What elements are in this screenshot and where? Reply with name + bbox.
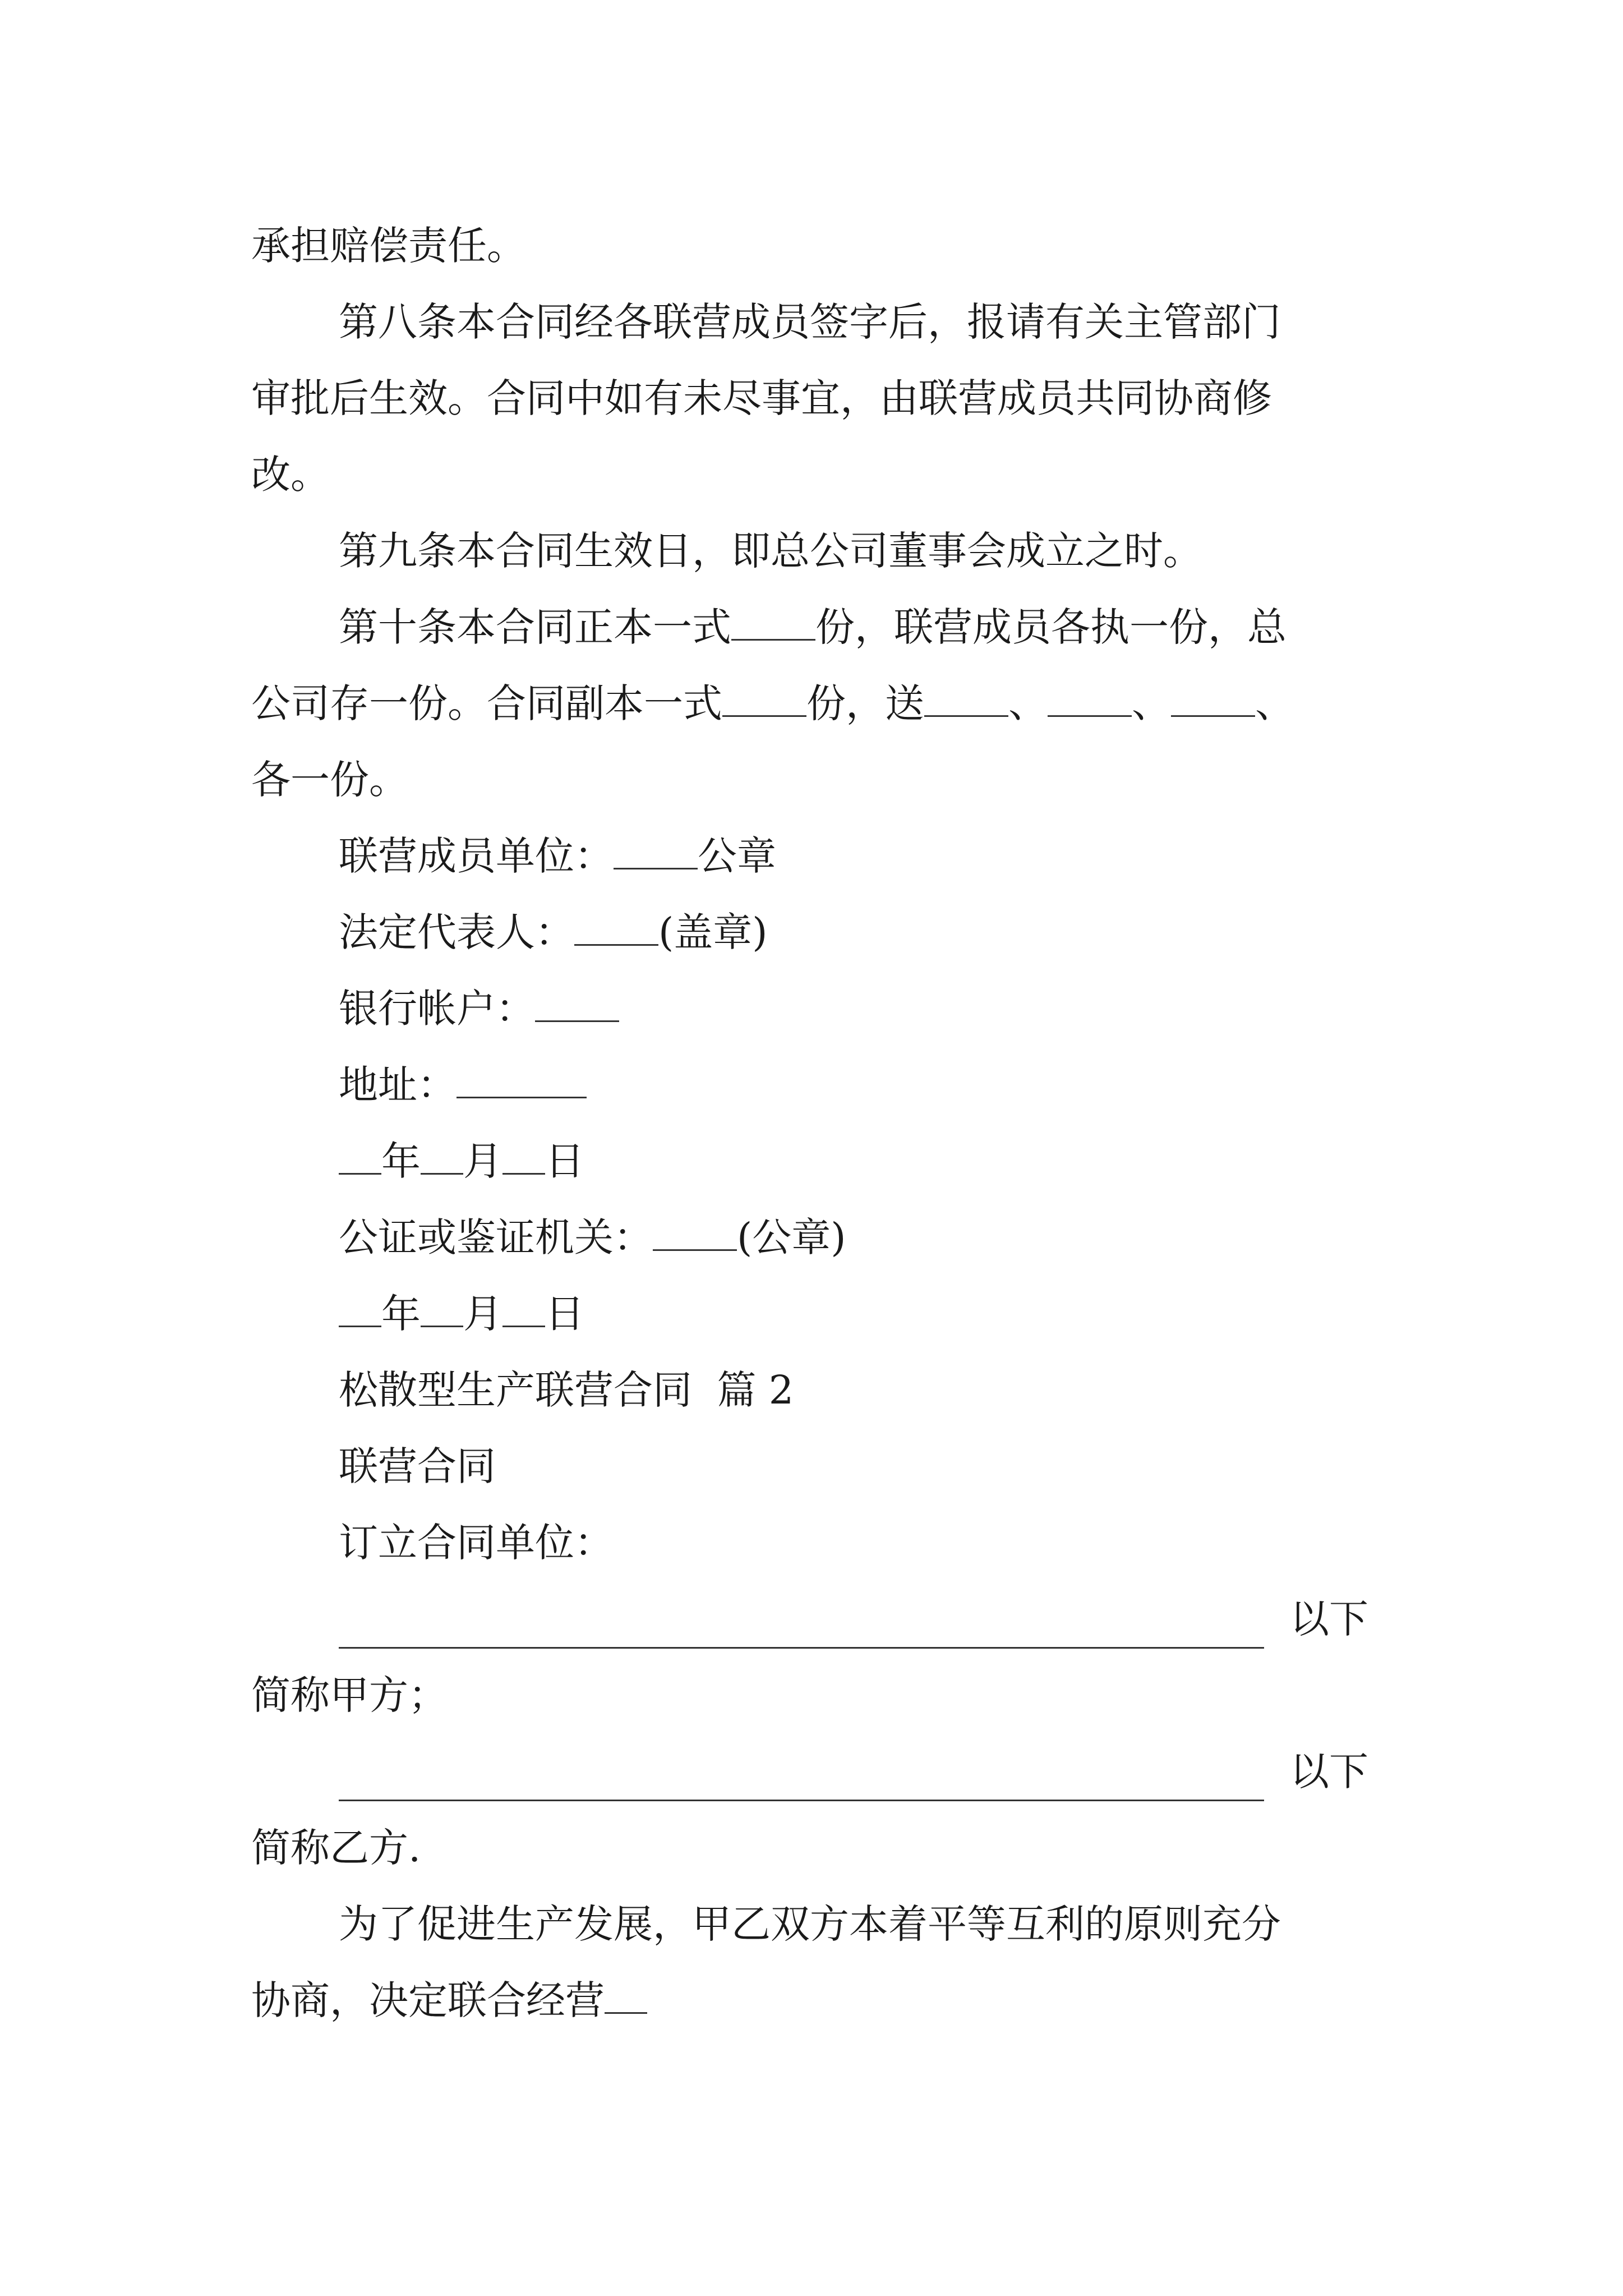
year-blank [339, 1139, 381, 1175]
copies-blank [731, 605, 815, 641]
preamble-text: 协商，决定联合经营 [251, 1977, 605, 2023]
year-blank [339, 1292, 381, 1327]
parties-label: 订立合同单位： [339, 1520, 614, 1566]
recipient-blank-1 [924, 682, 1008, 717]
notary-line [339, 1211, 846, 1264]
party-b-blank [339, 1800, 1264, 1801]
article-8-line-3: 改。 [251, 452, 330, 498]
member-unit-line [339, 829, 776, 883]
day-label: 日 [545, 1291, 584, 1337]
bank-account-line [339, 982, 619, 1036]
article-10-text-b: 份，联营成员各执一份，总 [815, 604, 1287, 650]
recipient-blank-3 [1171, 682, 1255, 717]
contract-title: 联营合同 [339, 1443, 496, 1489]
preamble-line-1: 为了促进生产发展，甲乙双方本着平等互利的原则充分 [339, 1901, 1281, 1947]
date-line-1 [339, 1134, 584, 1188]
address-line [339, 1058, 587, 1112]
legal-rep-line [339, 905, 768, 959]
address-label: 地址： [339, 1062, 457, 1108]
separator: 、 [1255, 680, 1294, 726]
legal-rep-blank [574, 910, 658, 946]
business-blank [605, 1978, 647, 2014]
article-10-line-3: 各一份。 [251, 757, 408, 803]
day-blank [502, 1292, 545, 1327]
year-label: 年 [381, 1138, 421, 1184]
year-label: 年 [381, 1291, 421, 1337]
day-label: 日 [545, 1138, 584, 1184]
article-8-line-2: 审批后生效。合同中如有未尽事宜，由联营成员共同协商修 [251, 375, 1272, 421]
article-10-text-c: 公司存一份。合同副本一式 [251, 680, 722, 726]
month-blank [421, 1292, 463, 1327]
text-line: 承担赔偿责任。 [251, 223, 526, 269]
party-b-line: 简称乙方. [251, 1825, 421, 1871]
member-unit-blank [614, 834, 698, 869]
stamp-label: (盖章) [658, 909, 768, 955]
section-title: 松散型生产联营合同 篇 2 [339, 1367, 794, 1413]
address-blank [457, 1063, 587, 1098]
month-label: 月 [463, 1291, 502, 1337]
legal-rep-label: 法定代表人： [339, 909, 574, 955]
recipient-blank-2 [1048, 682, 1132, 717]
bank-account-blank [535, 987, 619, 1022]
article-10-line-2 [251, 677, 1294, 730]
article-10-line-1 [339, 600, 1287, 654]
notary-blank [653, 1216, 737, 1251]
article-10-text-d: 份，送 [806, 680, 924, 726]
duplicate-copies-blank [722, 682, 806, 717]
party-a-line: 简称甲方； [251, 1672, 448, 1718]
date-line-2 [339, 1287, 584, 1341]
party-a-blank [339, 1647, 1264, 1649]
article-8-line-1: 第八条本合同经各联营成员签字后，报请有关主管部门 [339, 299, 1281, 345]
article-10-text-a: 第十条本合同正本一式 [339, 604, 731, 650]
separator: 、 [1132, 680, 1171, 726]
notary-label: 公证或鉴证机关： [339, 1214, 653, 1260]
member-unit-label: 联营成员单位： [339, 833, 614, 879]
article-9: 第九条本合同生效日，即总公司董事会成立之时。 [339, 528, 1202, 574]
month-blank [421, 1139, 463, 1175]
seal-label: 公章 [698, 833, 776, 879]
day-blank [502, 1139, 545, 1175]
notary-seal-label: (公章) [737, 1214, 846, 1260]
party-a-suffix: 以下 [1290, 1596, 1368, 1642]
party-b-suffix: 以下 [1290, 1749, 1368, 1795]
month-label: 月 [463, 1138, 502, 1184]
separator: 、 [1008, 680, 1048, 726]
bank-account-label: 银行帐户： [339, 986, 535, 1032]
preamble-line-2 [251, 1973, 647, 2027]
